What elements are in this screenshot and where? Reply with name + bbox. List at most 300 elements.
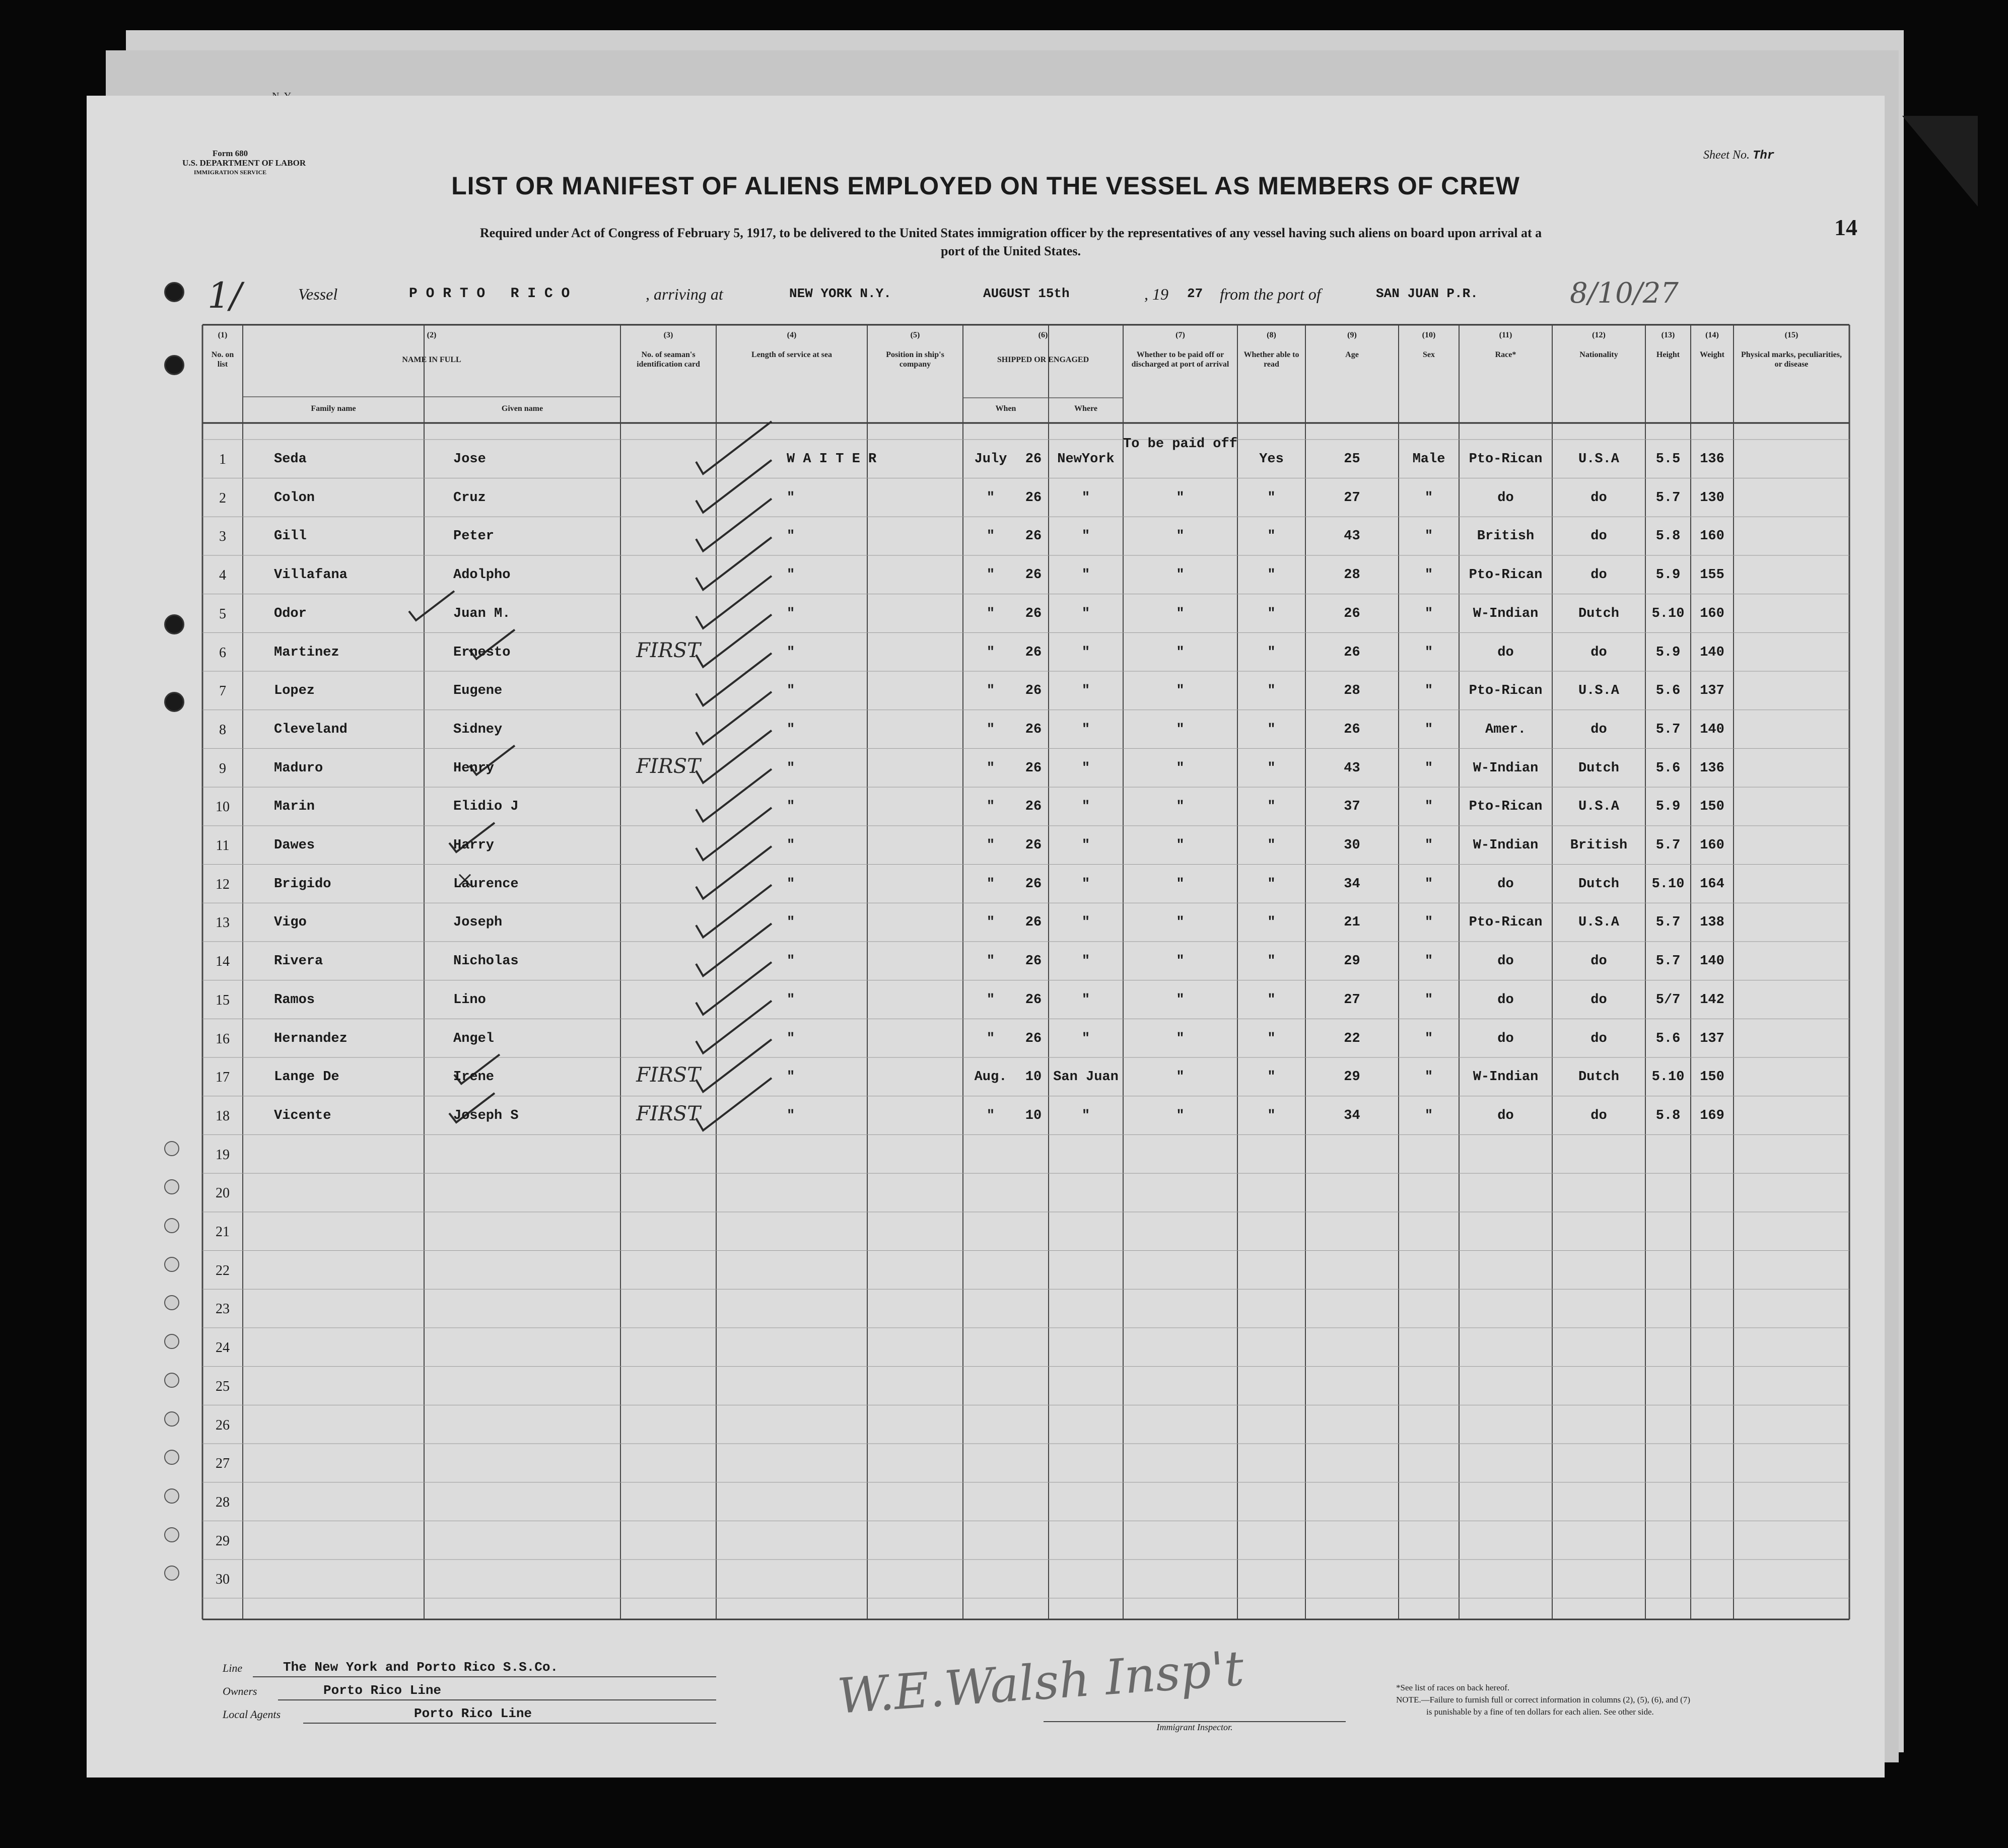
manifest-grid [87, 96, 1885, 1778]
given-name: Eugene [453, 683, 503, 699]
shipped-month: " [986, 915, 995, 931]
paid-off: " [1176, 722, 1185, 737]
paid-off: " [1176, 799, 1185, 815]
column-number: (12) [1592, 331, 1606, 339]
manifest-sheet [87, 96, 1885, 1778]
row-number: 2 [219, 490, 226, 506]
position: " [787, 1070, 795, 1085]
position: " [787, 529, 795, 544]
able-to-read: " [1267, 722, 1276, 737]
shipped-where: " [1081, 954, 1090, 969]
paid-off: " [1176, 529, 1185, 544]
race: Amer. [1485, 722, 1526, 737]
nationality: U.S.A [1578, 683, 1619, 699]
race: do [1497, 992, 1514, 1008]
shipped-day: 26 [1025, 567, 1042, 583]
given-name: Irene [453, 1070, 495, 1085]
race: W-Indian [1473, 1070, 1539, 1085]
position: " [787, 1031, 795, 1046]
height: 5.9 [1655, 799, 1681, 815]
shipped-day: 26 [1025, 683, 1042, 699]
weight: 169 [1700, 1108, 1724, 1123]
race: Pto-Rican [1469, 915, 1543, 931]
column-subheader: When [995, 404, 1016, 413]
subtitle-line2: port of the United States. [940, 244, 1081, 258]
sex: " [1424, 606, 1433, 621]
given-name: Cruz [453, 490, 486, 506]
nationality: British [1570, 838, 1628, 853]
binder-hole [164, 1218, 179, 1233]
position: " [787, 1108, 795, 1123]
paid-off: " [1176, 1031, 1185, 1046]
weight: 164 [1700, 876, 1724, 892]
family-name: Cleveland [274, 722, 348, 737]
nationality: do [1590, 1108, 1607, 1123]
check-mark-icon [696, 499, 772, 551]
id-card: FIRST [636, 1063, 701, 1087]
height: 5.10 [1651, 1070, 1685, 1085]
age: 34 [1344, 1108, 1360, 1123]
column-number: (9) [1347, 331, 1357, 339]
row-number: 3 [219, 529, 226, 545]
column-number: (6) [1038, 331, 1048, 339]
able-to-read: Yes [1259, 452, 1284, 467]
sex: " [1424, 490, 1433, 506]
binder-hole-row7 [164, 692, 184, 712]
shipped-day: 26 [1025, 799, 1042, 815]
agents-label: Local Agents [223, 1708, 281, 1721]
nationality: do [1590, 490, 1607, 506]
row-number: 17 [216, 1070, 230, 1086]
form-number: Form 680 [212, 149, 248, 158]
shipped-month: " [986, 490, 995, 506]
shipped-where: " [1081, 490, 1090, 506]
shipped-where: " [1081, 1031, 1090, 1046]
nationality: do [1590, 1031, 1607, 1046]
binder-hole [164, 1488, 179, 1504]
shipped-where: " [1081, 838, 1090, 853]
check-mark-icon [696, 460, 772, 513]
able-to-read: " [1267, 876, 1276, 892]
shipped-where: " [1081, 722, 1090, 737]
row-number: 8 [219, 722, 226, 738]
column-header: No. on list [211, 350, 234, 369]
able-to-read: " [1267, 1108, 1276, 1123]
family-name: Ramos [274, 992, 315, 1008]
position: " [787, 490, 795, 506]
page-number: 14 [1834, 215, 1857, 240]
paid-off: " [1176, 992, 1185, 1008]
family-name: Lange De [274, 1070, 339, 1085]
race: Pto-Rican [1469, 683, 1543, 699]
age: 27 [1344, 992, 1360, 1008]
paid-off: " [1176, 606, 1185, 621]
check-mark-icon [696, 923, 772, 976]
row-number: 10 [216, 799, 230, 815]
shipped-day: 26 [1025, 760, 1042, 776]
check-mark-icon [696, 576, 772, 628]
nationality: U.S.A [1578, 452, 1619, 467]
able-to-read: " [1267, 760, 1276, 776]
sex: " [1424, 799, 1433, 815]
paid-off: " [1176, 760, 1185, 776]
family-name: Villafana [274, 567, 348, 583]
able-to-read: " [1267, 529, 1276, 544]
shipped-month: " [986, 567, 995, 583]
family-name: Vicente [274, 1108, 331, 1123]
age: 22 [1344, 1031, 1360, 1046]
weight: 150 [1700, 799, 1724, 815]
vessel-name: P O R T O R I C O [409, 286, 570, 302]
nationality: Dutch [1578, 760, 1619, 776]
empty-row-number: 19 [216, 1147, 230, 1163]
sex: " [1424, 722, 1433, 737]
given-name: Harry [453, 838, 495, 853]
shipped-month: " [986, 992, 995, 1008]
check-mark-icon [696, 885, 772, 937]
shipped-day: 26 [1025, 954, 1042, 969]
sex: Male [1412, 452, 1445, 467]
column-subheader: Family name [311, 404, 356, 413]
race: Pto-Rican [1469, 567, 1543, 583]
shipped-day: 26 [1025, 606, 1042, 621]
shipped-where: " [1081, 529, 1090, 544]
shipped-day: 26 [1025, 992, 1042, 1008]
port-of-departure: SAN JUAN P.R. [1376, 286, 1478, 301]
sex: " [1424, 1031, 1433, 1046]
column-header: Age [1345, 350, 1359, 359]
shipped-month: " [986, 760, 995, 776]
able-to-read: " [1267, 1070, 1276, 1085]
shipped-where: " [1081, 876, 1090, 892]
column-subheader: Where [1074, 404, 1097, 413]
sex: " [1424, 838, 1433, 853]
weight: 160 [1700, 606, 1724, 621]
given-name: Sidney [453, 722, 503, 737]
binder-hole-row5 [164, 614, 184, 634]
shipped-where: NewYork [1057, 452, 1115, 467]
given-name: Laurence [453, 876, 519, 892]
able-to-read: " [1267, 915, 1276, 931]
able-to-read: " [1267, 606, 1276, 621]
nationality: do [1590, 645, 1607, 660]
sheet-value: Thr [1752, 149, 1775, 163]
nationality: do [1590, 722, 1607, 737]
row-number: 7 [219, 683, 226, 699]
family-name: Hernandez [274, 1031, 348, 1046]
able-to-read: " [1267, 567, 1276, 583]
column-number: (1) [218, 331, 228, 339]
shipped-where: San Juan [1053, 1070, 1119, 1085]
arriving-at: NEW YORK N.Y. [789, 286, 891, 301]
height: 5.7 [1655, 722, 1681, 737]
height: 5.9 [1655, 567, 1681, 583]
owners-label: Owners [223, 1685, 257, 1697]
family-name: Brigido [274, 876, 331, 892]
vessel-label: Vessel [298, 285, 338, 303]
given-name: Lino [453, 992, 486, 1008]
height: 5.10 [1651, 606, 1685, 621]
position: " [787, 645, 795, 660]
shipped-month: " [986, 606, 995, 621]
binder-hole [164, 1527, 179, 1542]
nationality: do [1590, 992, 1607, 1008]
column-header: SHIPPED OR ENGAGED [997, 356, 1089, 364]
family-name: Lopez [274, 683, 315, 699]
shipped-month: July [974, 452, 1007, 467]
family-name: Colon [274, 490, 315, 506]
row-number: 16 [216, 1031, 230, 1047]
binder-hole [164, 1450, 179, 1465]
given-name: Jose [453, 452, 486, 467]
sex: " [1424, 529, 1433, 544]
height: 5.9 [1655, 645, 1681, 660]
nationality: do [1590, 954, 1607, 969]
shipped-month: Aug. [974, 1070, 1007, 1085]
page-title: LIST OR MANIFEST OF ALIENS EMPLOYED ON THE VESSEL AS MEMBERS OF CREW [451, 172, 1520, 200]
weight: 155 [1700, 567, 1724, 583]
binder-hole [164, 1411, 179, 1427]
height: 5.8 [1655, 529, 1681, 544]
note-fine: is punishable by a fine of ten dollars for each alien. See other side. [1426, 1707, 1654, 1717]
position: " [787, 838, 795, 853]
race: W-Indian [1473, 606, 1539, 621]
paid-off: " [1176, 645, 1185, 660]
year-suffix: 27 [1187, 286, 1203, 301]
sex: " [1424, 876, 1433, 892]
binder-hole-top [164, 282, 184, 302]
nationality: U.S.A [1578, 799, 1619, 815]
position: " [787, 799, 795, 815]
age: 29 [1344, 1070, 1360, 1085]
race: do [1497, 1108, 1514, 1123]
weight: 138 [1700, 915, 1724, 931]
margin-mark: 1/ [207, 275, 242, 316]
weight: 150 [1700, 1070, 1724, 1085]
race: do [1497, 1031, 1514, 1046]
given-name: Juan M. [453, 606, 511, 621]
row-number: 1 [219, 452, 226, 467]
paid-off: " [1176, 683, 1185, 699]
position: " [787, 683, 795, 699]
weight: 140 [1700, 645, 1724, 660]
family-name: Gill [274, 529, 307, 544]
race: do [1497, 954, 1514, 969]
family-name: Martinez [274, 645, 339, 660]
able-to-read: " [1267, 799, 1276, 815]
check-mark-icon [696, 962, 772, 1015]
age: 34 [1344, 876, 1360, 892]
position: " [787, 722, 795, 737]
nationality: Dutch [1578, 876, 1619, 892]
sex: " [1424, 992, 1433, 1008]
given-name: Angel [453, 1031, 495, 1046]
height: 5.6 [1655, 760, 1681, 776]
shipped-where: " [1081, 606, 1090, 621]
column-number: (10) [1422, 331, 1436, 339]
race: do [1497, 645, 1514, 660]
age: 30 [1344, 838, 1360, 853]
shipped-where: " [1081, 645, 1090, 660]
year-prefix: , 19 [1144, 285, 1168, 303]
empty-row-number: 24 [216, 1340, 230, 1356]
shipped-where: " [1081, 992, 1090, 1008]
column-number: (5) [910, 331, 920, 339]
position: " [787, 915, 795, 931]
shipped-where: " [1081, 915, 1090, 931]
row-number: 6 [219, 645, 226, 661]
position: " [787, 876, 795, 892]
given-name: Adolpho [453, 567, 511, 583]
sex: " [1424, 1108, 1433, 1123]
service: IMMIGRATION SERVICE [193, 169, 267, 176]
age: 27 [1344, 490, 1360, 506]
row-number: 11 [216, 838, 230, 854]
shipped-where: " [1081, 567, 1090, 583]
family-name: Dawes [274, 838, 315, 853]
check-mark-icon [696, 421, 772, 474]
given-name: Joseph [453, 915, 503, 931]
column-number: (13) [1661, 331, 1675, 339]
height: 5.7 [1655, 915, 1681, 931]
column-number: (2) [427, 331, 437, 339]
row-number: 15 [216, 992, 230, 1008]
column-header: Length of service at sea [751, 350, 832, 359]
empty-row-number: 26 [216, 1417, 230, 1433]
sex: " [1424, 954, 1433, 969]
shipped-day: 26 [1025, 1031, 1042, 1046]
id-card: FIRST [636, 754, 701, 778]
shipped-month: " [986, 529, 995, 544]
sex: " [1424, 760, 1433, 776]
shipped-where: " [1081, 1108, 1090, 1123]
weight: 136 [1700, 452, 1724, 467]
shipped-day: 26 [1025, 876, 1042, 892]
agents-value: Porto Rico Line [414, 1706, 532, 1721]
sex: " [1424, 683, 1433, 699]
empty-row-number: 29 [216, 1533, 230, 1549]
paid-off: " [1176, 838, 1185, 853]
position: W A I T E R [787, 452, 877, 467]
paid-off: " [1176, 876, 1185, 892]
age: 43 [1344, 760, 1360, 776]
weight: 160 [1700, 838, 1724, 853]
paid-off: " [1176, 567, 1185, 583]
able-to-read: " [1267, 838, 1276, 853]
footer-notes [1396, 1682, 1690, 1718]
shipped-where: " [1081, 799, 1090, 815]
shipped-day: 26 [1025, 490, 1042, 506]
paid-off: " [1176, 915, 1185, 931]
shipped-month: " [986, 683, 995, 699]
able-to-read: " [1267, 1031, 1276, 1046]
empty-row-number: 25 [216, 1378, 230, 1394]
arriving-label: , arriving at [646, 285, 723, 303]
shipped-month: " [986, 876, 995, 892]
row-number: 13 [216, 915, 230, 931]
shipped-day: 26 [1025, 915, 1042, 931]
row-number: 4 [219, 567, 226, 584]
column-number: (4) [787, 331, 797, 339]
given-name: Nicholas [453, 954, 519, 969]
shipped-day: 26 [1025, 838, 1042, 853]
empty-row-number: 22 [216, 1262, 230, 1278]
age: 26 [1344, 606, 1360, 621]
given-name: Ernesto [453, 645, 511, 660]
paid-off: " [1176, 1070, 1185, 1085]
sex: " [1424, 1070, 1433, 1085]
check-mark-icon [696, 1001, 772, 1053]
empty-row-number: 23 [216, 1301, 230, 1317]
sheet-label: Sheet No. [1703, 149, 1750, 162]
shipped-month: " [986, 645, 995, 660]
age: 25 [1344, 452, 1360, 467]
given-name: Joseph S [453, 1108, 519, 1123]
family-name: Seda [274, 452, 307, 467]
shipped-month: " [986, 722, 995, 737]
able-to-read: " [1267, 645, 1276, 660]
age: 26 [1344, 722, 1360, 737]
paid-off: " [1176, 954, 1185, 969]
empty-row-number: 21 [216, 1224, 230, 1240]
shipped-month: " [986, 838, 995, 853]
inspector-label: Immigrant Inspector. [1044, 1721, 1346, 1733]
check-mark-icon [696, 692, 772, 744]
height: 5.8 [1655, 1108, 1681, 1123]
given-name: Elidio J [453, 799, 519, 815]
family-name: Marin [274, 799, 315, 815]
shipped-day: 26 [1025, 722, 1042, 737]
department: U.S. DEPARTMENT OF LABOR [182, 158, 306, 168]
column-header: Race* [1495, 350, 1516, 359]
check-mark-icon [696, 537, 772, 590]
column-header: No. of seaman's identification card [637, 350, 700, 369]
sex: " [1424, 915, 1433, 931]
column-subheader: Given name [501, 404, 543, 413]
age: 37 [1344, 799, 1360, 815]
nationality: U.S.A [1578, 915, 1619, 931]
check-mark-icon [696, 846, 772, 899]
family-name: Rivera [274, 954, 323, 969]
position: " [787, 567, 795, 583]
age: 29 [1344, 954, 1360, 969]
handwritten-date: 8/10/27 [1570, 277, 1679, 310]
column-header: Whether able to read [1243, 350, 1299, 369]
family-name: Odor [274, 606, 307, 621]
column-header: Sex [1423, 350, 1435, 359]
given-name: Peter [453, 529, 495, 544]
able-to-read: " [1267, 992, 1276, 1008]
race: do [1497, 876, 1514, 892]
nationality: do [1590, 529, 1607, 544]
shipped-month: " [986, 954, 995, 969]
id-card: FIRST [636, 638, 701, 662]
binder-hole [164, 1141, 179, 1156]
column-number: (11) [1499, 331, 1512, 339]
height: 5.10 [1651, 876, 1685, 892]
line-label: Line [223, 1662, 243, 1674]
position: " [787, 992, 795, 1008]
nationality: do [1590, 567, 1607, 583]
race: British [1477, 529, 1535, 544]
shipped-day: 26 [1025, 645, 1042, 660]
weight: 160 [1700, 529, 1724, 544]
weight: 140 [1700, 722, 1724, 737]
check-mark-icon [696, 808, 772, 860]
empty-row-number: 30 [216, 1572, 230, 1588]
paid-off: " [1176, 490, 1185, 506]
row-number: 14 [216, 954, 230, 970]
